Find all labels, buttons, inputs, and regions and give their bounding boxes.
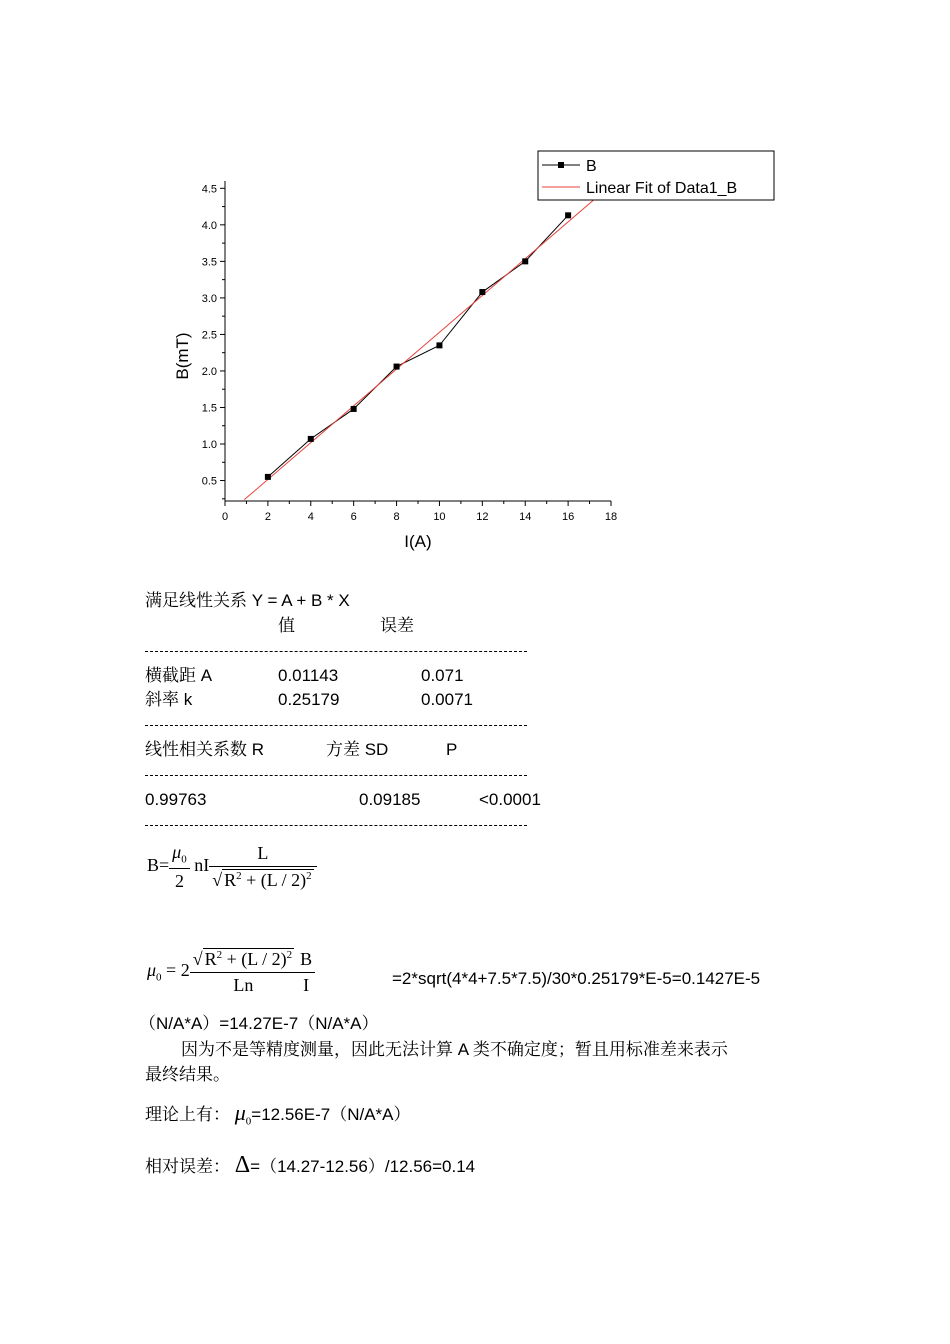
data-point-marker: [479, 289, 485, 295]
legend-b-marker: [558, 162, 564, 168]
calc-result: （N/A*A）=14.27E-7（N/A*A）: [139, 1014, 379, 1033]
formula-mu0: $\mu_0 = 2$ $\frac{√ R^2 + (L / 2)^2}{Ln}$ $\frac{B}{I}$: [147, 948, 315, 996]
col-header-value: 值: [278, 616, 295, 635]
paragraph-line-2: 最终结果。: [145, 1065, 230, 1084]
y-tick-label: 2.0: [201, 365, 217, 378]
relative-error-label: 相对误差：: [145, 1157, 230, 1176]
theory-line: [145, 1102, 411, 1132]
y-axis-label: B(mT): [173, 332, 192, 380]
row-intercept-label: 横截距 A: [145, 666, 213, 685]
x-axis-label: I(A): [404, 532, 432, 551]
y-tick-label: 0.5: [201, 475, 217, 488]
formula-b-over-i: $\frac{B}{I}$: [297, 949, 315, 996]
x-tick-label: 18: [604, 511, 618, 523]
theory-mu: μ: [234, 1100, 246, 1125]
data-point-marker: [565, 212, 571, 218]
delta-symbol: Δ: [234, 1152, 251, 1178]
data-point-marker: [522, 258, 528, 264]
separator-line: [145, 651, 527, 652]
fit-intro: 满足线性关系 Y = A + B * X: [145, 591, 350, 610]
row-intercept-error: 0.071: [421, 666, 464, 685]
x-tick-label: 2: [264, 511, 271, 523]
col-header-error: 误差: [380, 616, 414, 635]
formula-b-lhs: B=: [147, 854, 170, 875]
stat-r-value: 0.99763: [145, 790, 207, 809]
separator-line: [145, 775, 527, 776]
b-vs-i-chart: [0, 0, 950, 580]
row-slope-label: 斜率 k: [145, 690, 193, 709]
y-tick-label: 3.5: [201, 256, 217, 269]
y-tick-label: 2.5: [201, 329, 217, 342]
data-point-marker: [265, 474, 271, 480]
formula-l-over-root: $\frac{L}{√ R^2 + (L / 2)^2}$: [209, 843, 316, 891]
separator-line: [145, 825, 527, 826]
x-tick-label: 8: [393, 511, 400, 523]
calc-line: =2*sqrt(4*4+7.5*7.5)/30*0.25179*E-5=0.1427E-5: [392, 969, 761, 988]
x-tick-label: 16: [561, 511, 575, 523]
data-point-marker: [394, 364, 400, 370]
stat-sd-label: 方差 SD: [326, 740, 389, 759]
y-tick-label: 4.0: [201, 219, 217, 232]
chart-axes: [202, 181, 617, 523]
y-tick-label: 3.0: [201, 292, 217, 305]
theory-value: =12.56E-7（N/A*A）: [251, 1105, 411, 1124]
stat-p-value: <0.0001: [479, 790, 541, 809]
y-tick-label: 1.5: [201, 402, 217, 415]
formula-root-over-ln: $\frac{√ R^2 + (L / 2)^2}{Ln}$: [190, 948, 297, 996]
x-tick-label: 0: [221, 511, 229, 523]
x-tick-label: 12: [476, 511, 489, 523]
legend-fit-label: Linear Fit of Data1_B: [586, 180, 738, 197]
x-tick-label: 14: [519, 511, 532, 523]
x-tick-label: 4: [307, 511, 314, 523]
x-tick-label: 6: [350, 511, 357, 523]
relative-error-value: =（14.27-12.56）/12.56=0.14: [250, 1157, 476, 1176]
y-tick-label: 4.5: [201, 183, 217, 196]
x-tick-label: 10: [433, 511, 446, 523]
formula-mu-over-2: $\frac{\mu_0}{2}$: [169, 842, 190, 892]
formula-b-field: [147, 842, 317, 892]
row-slope-value: 0.25179: [278, 690, 340, 709]
row-intercept-value: 0.01143: [278, 666, 339, 685]
separator-line: [145, 725, 527, 726]
data-point-marker: [351, 406, 357, 412]
data-point-marker: [308, 436, 314, 442]
stat-sd-value: 0.09185: [359, 790, 421, 809]
legend-b-label: B: [586, 158, 597, 175]
relative-error-line: [145, 1154, 475, 1178]
linear-fit-line: [244, 196, 598, 500]
formula-ni: nI: [194, 854, 210, 875]
stat-r-label: 线性相关系数 R: [145, 740, 264, 759]
y-tick-label: 1.0: [201, 439, 217, 452]
paragraph-line-1: 因为不是等精度测量，因此无法计算 A 类不确定度；暂且用标准差来表示: [181, 1040, 728, 1059]
chart-legend: [538, 151, 774, 200]
theory-label: 理论上有：: [145, 1105, 230, 1124]
chart-series-lines: [244, 196, 598, 500]
data-point-marker: [436, 342, 442, 348]
theory-mu-sub: 0: [245, 1115, 252, 1128]
row-slope-error: 0.0071: [421, 690, 473, 709]
chart-markers: [265, 212, 571, 480]
stat-p-label: P: [446, 740, 458, 759]
